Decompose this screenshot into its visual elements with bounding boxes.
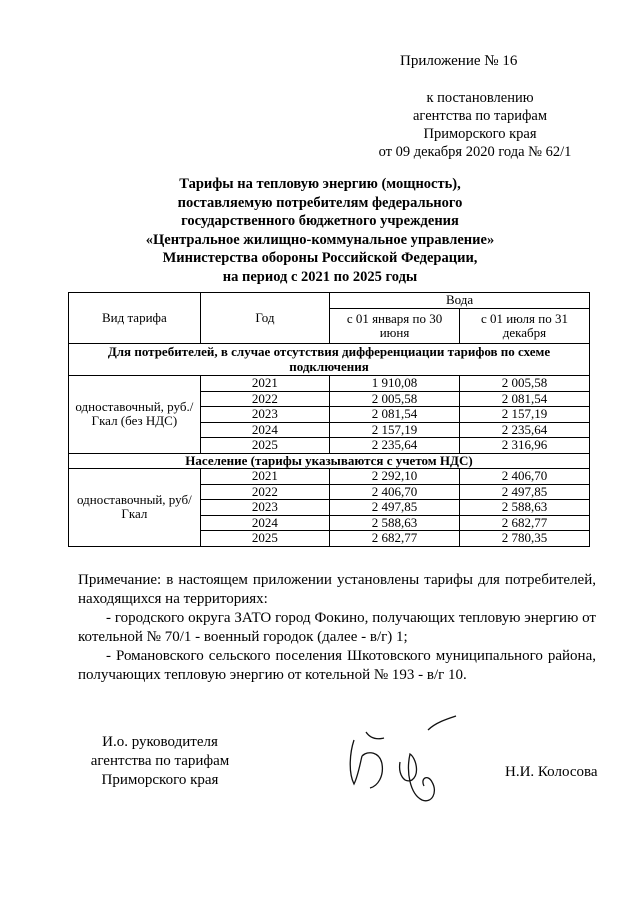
value-cell: 2 497,85 <box>330 500 460 516</box>
value-cell: 2 682,77 <box>459 515 589 531</box>
title-line: государственного бюджетного учреждения <box>181 213 459 229</box>
role-line: агентства по тарифам <box>90 753 230 769</box>
value-cell: 2 081,54 <box>459 391 589 407</box>
year-cell: 2025 <box>200 438 329 454</box>
tariff-table <box>68 292 590 547</box>
note-block <box>78 571 596 685</box>
year-cell: 2021 <box>200 469 329 485</box>
title-line: «Центральное жилищно-коммунальное управление» <box>145 231 495 248</box>
value-cell: 2 157,19 <box>330 422 460 438</box>
note-item: - городского округа ЗАТО город Фокино, получающих тепловую энергию от котельной № 70/1 - военный городок (далее - в/г) 1; <box>78 610 596 645</box>
signatory-role <box>80 733 240 790</box>
year-cell: 2024 <box>200 422 329 438</box>
title-line: Тарифы на тепловую энергию (мощность), <box>179 176 461 192</box>
handwritten-signature <box>340 712 460 812</box>
signatory-name: Н.И. Колосова <box>505 764 598 780</box>
section-title: Население (тарифы указываются с учетом НДС) <box>69 453 590 469</box>
ref-line: от 09 декабря 2020 года № 62/1 <box>378 144 572 160</box>
value-cell: 2 005,58 <box>459 376 589 392</box>
value-cell: 2 081,54 <box>330 407 460 423</box>
ref-line: агентства по тарифам <box>413 108 547 124</box>
col-first-half: с 01 января по 30 июня <box>330 309 460 344</box>
value-cell: 2 588,63 <box>459 500 589 516</box>
col-tariff-type: Вид тарифа <box>69 293 201 344</box>
value-cell: 2 682,77 <box>330 531 460 547</box>
value-cell: 2 235,64 <box>459 422 589 438</box>
note-item: - Романовского сельского поселения Шкотовского муниципального района, получающих тепловую энергию от котельной № 193 - в/г 10. <box>78 648 596 683</box>
ref-line: Приморского края <box>423 126 537 142</box>
value-cell: 2 406,70 <box>330 484 460 500</box>
table-row <box>69 469 590 485</box>
value-cell: 2 292,10 <box>330 469 460 485</box>
note-intro: Примечание: в настоящем приложении установлены тарифы для потребителей, находящихся на территориях: <box>78 572 596 607</box>
tariff-type-cell: одноставочный, руб./Гкал (без НДС) <box>69 376 201 454</box>
section-title: Для потребителей, в случае отсутствия дифференциации тарифов по схеме подключения <box>69 344 590 376</box>
col-water: Вода <box>330 293 590 309</box>
value-cell: 2 406,70 <box>459 469 589 485</box>
tariff-type-cell: одноставочный, руб/Гкал <box>69 469 201 547</box>
year-cell: 2023 <box>200 407 329 423</box>
col-year: Год <box>200 293 329 344</box>
resolution-reference <box>370 89 590 161</box>
title-line: на период с 2021 по 2025 годы <box>222 268 418 285</box>
year-cell: 2022 <box>200 391 329 407</box>
title-line: Министерства обороны Российской Федерации, <box>162 250 478 266</box>
value-cell: 2 316,96 <box>459 438 589 454</box>
title-line: поставляемую потребителям федерального <box>177 194 463 211</box>
role-line: Приморского края <box>101 772 219 788</box>
appendix-number: Приложение № 16 <box>400 53 518 69</box>
value-cell: 1 910,08 <box>330 376 460 392</box>
col-second-half: с 01 июля по 31 декабря <box>459 309 589 344</box>
value-cell: 2 780,35 <box>459 531 589 547</box>
table-row <box>69 376 590 392</box>
role-line: И.о. руководителя <box>102 734 218 750</box>
year-cell: 2021 <box>200 376 329 392</box>
value-cell: 2 005,58 <box>330 391 460 407</box>
ref-line: к постановлению <box>426 90 534 106</box>
document-title <box>60 175 580 286</box>
year-cell: 2025 <box>200 531 329 547</box>
value-cell: 2 157,19 <box>459 407 589 423</box>
value-cell: 2 497,85 <box>459 484 589 500</box>
year-cell: 2022 <box>200 484 329 500</box>
value-cell: 2 588,63 <box>330 515 460 531</box>
value-cell: 2 235,64 <box>330 438 460 454</box>
year-cell: 2024 <box>200 515 329 531</box>
year-cell: 2023 <box>200 500 329 516</box>
